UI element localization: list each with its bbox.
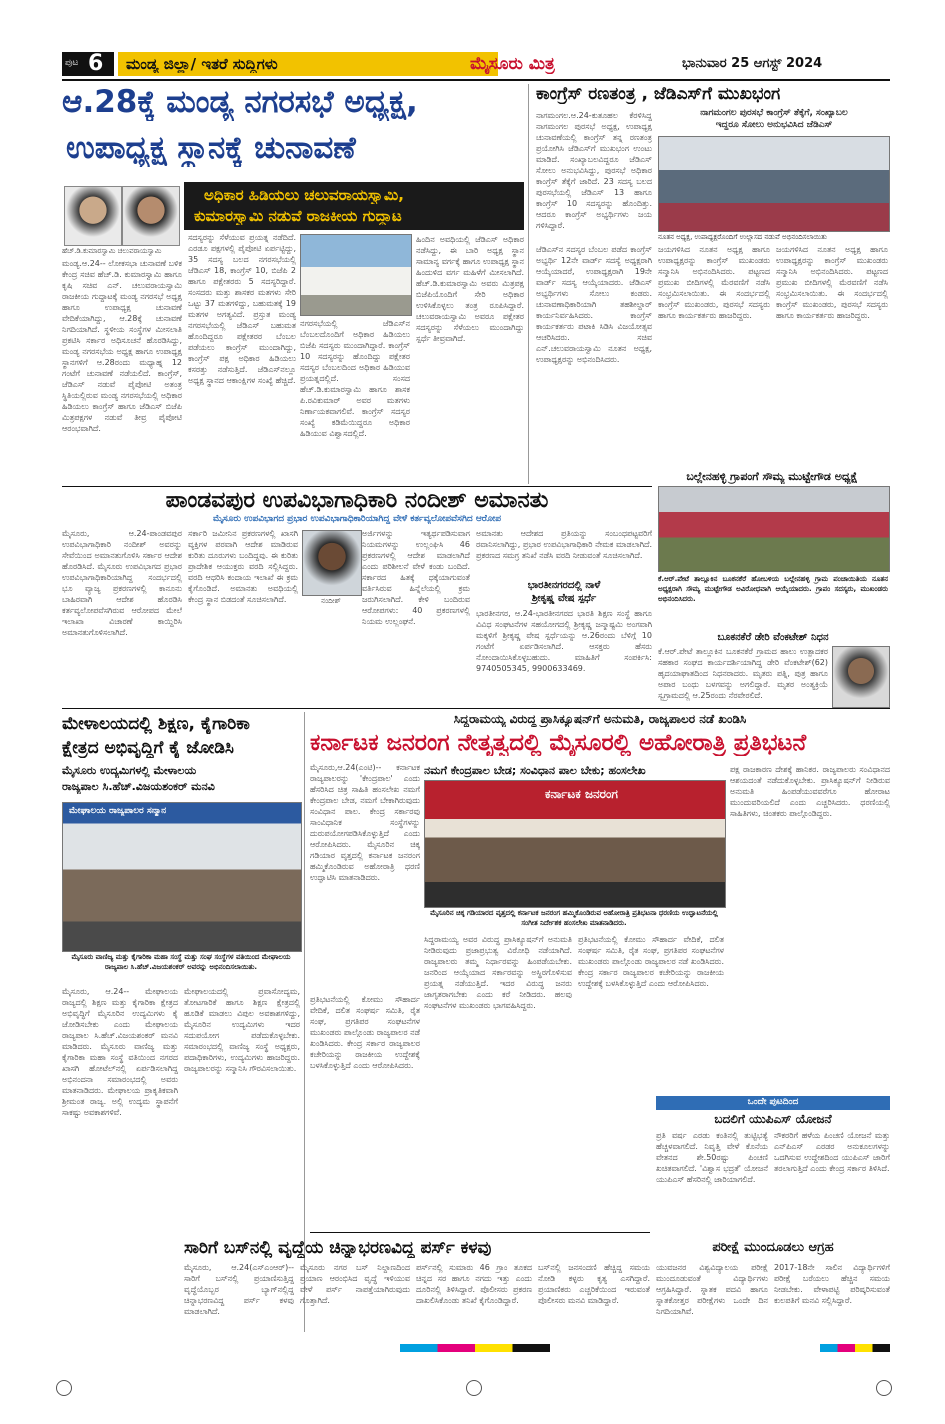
story2-caption: ನೂತನ ಅಧ್ಯಕ್ಷ, ಉಪಾಧ್ಯಕ್ಷರೊಂದಿಗೆ ಉಲ್ಲಾಸದ ನಡುವೆ ಅಭಿನಂದಿಸಲಾಯಿತು xyxy=(658,233,827,241)
story5-col4: ಅಮಾನತು ಆದೇಶದ ಪ್ರತಿಯನ್ನು ಸಂಬಂಧಪಟ್ಟವರಿಗೆ ರವಾನಿಸಲಾಗಿದ್ದು, ಪ್ರಭಾರ ಉಪವಿಭಾಗಾಧಿಕಾರಿ ನೇಮಕ ಮಾಡಲಾಗಿದೆ. ಪ್ರಕರಣದ ಸಮಗ್ರ ತನಿಖೆ ನಡೆಸಿ ವರದಿ ನೀಡುವಂತೆ ಸೂಚಿಸಲಾಗಿದೆ. xyxy=(476,529,652,560)
story2-headline: ಕಾಂಗ್ರೆಸ್ ರಣತಂತ್ರ , ಜೆಡಿಎಸ್‌ಗೆ ಮುಖಭಂಗ xyxy=(536,84,781,104)
story11-rule xyxy=(310,1232,650,1233)
page-word: ಪುಟ xyxy=(65,58,79,68)
page-date: ಭಾನುವಾರ 25 ಆಗಸ್ಟ್ 2024 xyxy=(682,56,823,71)
story2-photo xyxy=(658,136,890,232)
story3-caption: ಕೆ.ಆರ್.ಪೇಟೆ ತಾಲ್ಲೂಕಿನ ಬೂಕನಕೆರೆ ಹೋಬಳಿಯ ಬಲ್ಲೇನಹಳ್ಳಿ ಗ್ರಾಮ ಪಂಚಾಯಿತಿಯ ನೂತನ ಅಧ್ಯಕ್ಷರಾಗಿ ಸೌಮ್ಯ ಮುಟ್ಟೇಗೌಡ ಅವಿರೋಧವಾಗಿ ಆಯ್ಕೆಯಾದರು. ಗ್ರಾಪಂ ಸದಸ್ಯರು, ಮುಖಂಡರು ಅಭಿನಂದಿಸಿದರು. xyxy=(658,575,888,603)
story1-subhead-line2: ಕುಮಾರಸ್ವಾಮಿ ನಡುವೆ ರಾಜಕೀಯ ಗುದ್ದಾಟ xyxy=(194,207,402,225)
story7-col3: ಪ್ರತಿಭಟನೆಯಲ್ಲಿ ಕೋಮು ಸೌಹಾರ್ದ ವೇದಿಕೆ, ದಲಿತ ಸಂಘರ್ಷ ಸಮಿತಿ, ರೈತ ಸಂಘ, ಪ್ರಗತಿಪರ ಸಂಘಟನೆಗಳ ಮುಖಂಡರು ಪಾಲ್ಗೊಂಡು ರಾಜ್ಯಪಾಲರ ನಡೆ ಖಂಡಿಸಿದರು. ಕೇಂದ್ರ ಸರ್ಕಾರ ರಾಜ್ಯಪಾಲರ ಕಚೇರಿಯನ್ನು ರಾಜಕೀಯ ಉದ್ದೇಶಕ್ಕೆ ಬಳಸಿಕೊಳ್ಳುತ್ತಿದೆ ಎಂದು ಆರೋಪಿಸಿದರು. xyxy=(578,935,724,988)
story2-col3: ಜಯಗಳಿಸಿದ ನೂತನ ಅಧ್ಯಕ್ಷ ಹಾಗೂ ಉಪಾಧ್ಯಕ್ಷರನ್ನು ಕಾಂಗ್ರೆಸ್ ಮುಖಂಡರು ಸನ್ಮಾನಿಸಿ ಅಭಿನಂದಿಸಿದರು. ಪಟ್ಟಣದ ಪ್ರಮುಖ ಬೀದಿಗಳಲ್ಲಿ ಮೆರವಣಿಗೆ ನಡೆಸಿ ಸಂಭ್ರಮಿಸಲಾಯಿತು. ಈ ಸಂದರ್ಭದಲ್ಲಿ ಕಾಂಗ್ರೆಸ್ ಮುಖಂಡರು, ಪುರಸಭೆ ಸದಸ್ಯರು ಹಾಗೂ ಕಾರ್ಯಕರ್ತರು ಹಾಜರಿದ್ದರು. xyxy=(658,245,770,320)
story11-col2: ಮೈಸೂರು ನಗರ ಬಸ್ ನಿಲ್ದಾಣದಿಂದ ಪ್ರಯಾಣ ಆರಂಭಿಸಿದ ವೃದ್ಧೆ ಇಳಿಯುವ ವೇಳೆ ಪರ್ಸ್ ನಾಪತ್ತೆಯಾಗಿರುವುದು ಗೊತ್ತಾಗಿದೆ. xyxy=(300,1263,410,1305)
story9-kicker: ಒಂದೇ ಪುಟದಿಂದ xyxy=(747,1097,799,1107)
story4-headline: ಬೂಕನಕೆರೆ ಡೇರಿ ವೆಂಕಟೇಶ್ ನಿಧನ xyxy=(717,632,829,643)
story7-col1b: ಪ್ರತಿಭಟನೆಯಲ್ಲಿ ಕೋಮು ಸೌಹಾರ್ದ ವೇದಿಕೆ, ದಲಿತ ಸಂಘರ್ಷ ಸಮಿತಿ, ರೈತ ಸಂಘ, ಪ್ರಗತಿಪರ ಸಂಘಟನೆಗಳ ಮುಖಂಡರು ಪಾಲ್ಗೊಂಡು ರಾಜ್ಯಪಾಲರ ನಡೆ ಖಂಡಿಸಿದರು. ಕೇಂದ್ರ ಸರ್ಕಾರ ರಾಜ್ಯಪಾಲರ ಕಚೇರಿಯನ್ನು ರಾಜಕೀಯ ಉದ್ದೇಶಕ್ಕೆ ಬಳಸಿಕೊಳ್ಳುತ್ತಿದೆ ಎಂದು ಆರೋಪಿಸಿದರು. xyxy=(310,995,420,1070)
story6-text: ಭಾರತೀನಗರ, ಆ.24-ಭಾರತೀನಗರದ ಭಾರತಿ ಶಿಕ್ಷಣ ಸಂಸ್ಥೆ ಹಾಗೂ ವಿವಿಧ ಸಂಘಟನೆಗಳ ಸಹಯೋಗದಲ್ಲಿ ಶ್ರೀಕೃಷ್ಣ ಜನ್ಮಾಷ್ಟಮಿ ಅಂಗವಾಗಿ ಮಕ್ಕಳಿಗೆ ಶ್ರೀಕೃಷ್ಣ ವೇಷ ಸ್ಪರ್ಧೆಯನ್ನು ಆ.26ರಂದು ಬೆಳಿಗ್ಗೆ 10 ಗಂಟೆಗೆ ಏರ್ಪಡಿಸಲಾಗಿದೆ. ಆಸಕ್ತರು ಹೆಸರು ನೋಂದಾಯಿಸಿಕೊಳ್ಳಬಹುದು. ಮಾಹಿತಿಗೆ ಸಂಪರ್ಕಿಸಿ: 9740505345, 9900633469. xyxy=(476,609,652,673)
story1-col4: ಹಿಂದಿನ ಅವಧಿಯಲ್ಲಿ ಜೆಡಿಎಸ್ ಅಧಿಕಾರ ನಡೆಸಿದ್ದು, ಈ ಬಾರಿ ಅಧ್ಯಕ್ಷ ಸ್ಥಾನ ಸಾಮಾನ್ಯ ವರ್ಗಕ್ಕೆ ಹಾಗೂ ಉಪಾಧ್ಯಕ್ಷ ಸ್ಥಾನ ಹಿಂದುಳಿದ ವರ್ಗ ಮಹಿಳೆಗೆ ಮೀಸಲಾಗಿದೆ. ಹೆಚ್.ಡಿ.ಕುಮಾರಸ್ವಾಮಿ ಅವರು ಮಿತ್ರಪಕ್ಷ ಬಿಜೆಪಿಯೊಂದಿಗೆ ಸೇರಿ ಅಧಿಕಾರ ಉಳಿಸಿಕೊಳ್ಳಲು ತಂತ್ರ ರೂಪಿಸಿದ್ದಾರೆ. ಚಲುವರಾಯಸ್ವಾಮಿ ಅವರೂ ಪಕ್ಷೇತರ ಸದಸ್ಯರನ್ನು ಸೆಳೆಯಲು ಮುಂದಾಗಿದ್ದು ಸ್ಪರ್ಧೆ ತೀವ್ರವಾಗಿದೆ. xyxy=(416,235,524,343)
story8-caption: ಮೈಸೂರು ವಾಣಿಜ್ಯ ಮತ್ತು ಕೈಗಾರಿಕಾ ಮಹಾ ಸಂಸ್ಥೆ ಮತ್ತು ಸಂಘ ಸಂಸ್ಥೆಗಳ ವತಿಯಿಂದ ಮೇಘಾಲಯ ರಾಜ್ಯಪಾಲ ಸಿ.ಹೆಚ್.ವಿಜಯಶಂಕರ್ ಅವರನ್ನು ಅಭಿನಂದಿಸಲಾಯಿತು. xyxy=(71,953,291,971)
story2-col1: ನಾಗಮಂಗಲ.ಆ.24-ಕುತೂಹಲ ಕೆರಳಿಸಿದ್ದ ನಾಗಮಂಗಲ ಪುರಸಭೆ ಅಧ್ಯಕ್ಷ, ಉಪಾಧ್ಯಕ್ಷ ಚುನಾವಣೆಯಲ್ಲಿ ಕಾಂಗ್ರೆಸ್ ತನ್ನ ರಣತಂತ್ರ ಪ್ರಯೋಗಿಸಿ ಜೆಡಿಎಸ್‌ಗೆ ಮುಖಭಂಗ ಉಂಟು ಮಾಡಿದೆ. ಸಂಖ್ಯಾಬಲವಿದ್ದರೂ ಜೆಡಿಎಸ್ ಸೋಲು ಅನುಭವಿಸಿದ್ದು, ಪುರಸಭೆ ಅಧಿಕಾರ ಕಾಂಗ್ರೆಸ್ ತೆಕ್ಕೆಗೆ ಜಾರಿದೆ. 23 ಸದಸ್ಯ ಬಲದ ಪುರಸಭೆಯಲ್ಲಿ ಜೆಡಿಎಸ್ 13 ಹಾಗೂ ಕಾಂಗ್ರೆಸ್ 10 ಸದಸ್ಯರನ್ನು ಹೊಂದಿತ್ತು. ಆದರೂ ಕಾಂಗ್ರೆಸ್ ಅಭ್ಯರ್ಥಿಗಳು ಜಯ ಗಳಿಸಿದ್ದಾರೆ. xyxy=(536,111,652,230)
story8-photo xyxy=(62,802,302,952)
story3-photo xyxy=(658,486,890,572)
story2-col4: ಜಯಗಳಿಸಿದ ನೂತನ ಅಧ್ಯಕ್ಷ ಹಾಗೂ ಉಪಾಧ್ಯಕ್ಷರನ್ನು ಕಾಂಗ್ರೆಸ್ ಮುಖಂಡರು ಸನ್ಮಾನಿಸಿ ಅಭಿನಂದಿಸಿದರು. ಪಟ್ಟಣದ ಪ್ರಮುಖ ಬೀದಿಗಳಲ್ಲಿ ಮೆರವಣಿಗೆ ನಡೆಸಿ ಸಂಭ್ರಮಿಸಲಾಯಿತು. ಈ ಸಂದರ್ಭದಲ್ಲಿ ಕಾಂಗ್ರೆಸ್ ಮುಖಂಡರು, ಪುರಸಭೆ ಸದಸ್ಯರು ಹಾಗೂ ಕಾರ್ಯಕರ್ತರು ಹಾಜರಿದ್ದರು. xyxy=(776,245,888,320)
story6-headline2: ಶ್ರೀಕೃಷ್ಣ ವೇಷ ಸ್ಪರ್ಧೆ xyxy=(531,593,597,604)
story11-headline: ಸಾರಿಗೆ ಬಸ್‌ನಲ್ಲಿ ವೃದ್ಧೆಯ ಚಿನ್ನಾಭರಣವಿದ್ದ ಪರ್ಸ್ ಕಳವು xyxy=(184,1238,492,1258)
colour-bar xyxy=(400,1344,550,1352)
story10-col2: 2017-18ನೇ ಸಾಲಿನ ವಿದ್ಯಾರ್ಥಿಗಳಿಗೆ ಪರೀಕ್ಷೆ ಬರೆಯಲು ಹೆಚ್ಚಿನ ಸಮಯ ನೀಡಬೇಕು. ವೇಳಾಪಟ್ಟಿ ಪರಿಷ್ಕರಿಸುವಂತೆ ಕುಲಪತಿಗೆ ಮನವಿ ಸಲ್ಲಿಸಿದ್ದಾರೆ. xyxy=(774,1263,890,1305)
registration-mark-icon xyxy=(466,1380,482,1396)
story7-col2: ಸಿದ್ದರಾಮಯ್ಯ ಅವರ ವಿರುದ್ಧ ಪ್ರಾಸಿಕ್ಯೂಷನ್‌ಗೆ ಅನುಮತಿ ನೀಡಿರುವುದು ಪ್ರಜಾಪ್ರಭುತ್ವ ವಿರೋಧಿ ನಡೆಯಾಗಿದೆ. ರಾಜ್ಯಪಾಲರು ತಮ್ಮ ನಿರ್ಧಾರವನ್ನು ಹಿಂಪಡೆಯಬೇಕು. ಜನರಿಂದ ಆಯ್ಕೆಯಾದ ಸರ್ಕಾರವನ್ನು ಅಸ್ಥಿರಗೊಳಿಸುವ ಪ್ರಯತ್ನ ನಡೆಯುತ್ತಿದೆ. ಇದರ ವಿರುದ್ಧ ಜನರು ಜಾಗೃತರಾಗಬೇಕು ಎಂದು ಕರೆ ನೀಡಿದರು. ಹಲವು ಸಂಘಟನೆಗಳ ಮುಖಂಡರು ಭಾಗವಹಿಸಿದ್ದರು. xyxy=(424,935,572,1010)
story1-photo-hdk xyxy=(64,186,122,246)
story10-col1: ಯುವಜನರ ವಿಶ್ವವಿದ್ಯಾಲಯ ಪರೀಕ್ಷೆ ಮುಂದೂಡುವಂತೆ ವಿದ್ಯಾರ್ಥಿಗಳು ಆಗ್ರಹಿಸಿದ್ದಾರೆ. ಸ್ನಾತಕ ಪದವಿ ಹಾಗೂ ಸ್ನಾತಕೋತ್ತರ ಪರೀಕ್ಷೆಗಳು ಒಂದೇ ದಿನ ನಿಗದಿಯಾಗಿವೆ. xyxy=(656,1263,768,1316)
mid-rule xyxy=(62,708,890,709)
story11-col1: ಮೈಸೂರು, ಆ.24(ಎಸ್‌ಎಂಆರ್)-- ಸಾರಿಗೆ ಬಸ್‌ನಲ್ಲಿ ಪ್ರಯಾಣಿಸುತ್ತಿದ್ದ ವೃದ್ಧೆಯೊಬ್ಬರ ಬ್ಯಾಗ್‌ನಲ್ಲಿದ್ದ ಚಿನ್ನಾಭರಣವಿದ್ದ ಪರ್ಸ್ ಕಳವು ಮಾಡಲಾಗಿದೆ. xyxy=(184,1263,294,1316)
masthead xyxy=(62,52,890,78)
registration-mark-icon xyxy=(876,1380,892,1396)
story3-headline: ಬಲ್ಲೇನಹಳ್ಳಿ ಗ್ರಾಪಂಗೆ ಸೌಮ್ಯ ಮುಟ್ಟೇಗೌಡ ಅಧ್ಯಕ್ಷೆ xyxy=(686,470,858,483)
story8-photo-banner: ಮೇಘಾಲಯ ರಾಜ್ಯಪಾಲರ ಸನ್ಮಾನ xyxy=(69,806,167,816)
story4-text: ಕೆ.ಆರ್.ಪೇಟೆ ತಾಲ್ಲೂಕಿನ ಬೂಕನಕೆರೆ ಗ್ರಾಮದ ಹಾಲು ಉತ್ಪಾದಕರ ಸಹಕಾರ ಸಂಘದ ಕಾರ್ಯದರ್ಶಿಯಾಗಿದ್ದ ಡೇರಿ ವೆಂಕಟೇಶ್(62) ಹೃದಯಾಘಾತದಿಂದ ನಿಧನರಾದರು. ಮೃತರು ಪತ್ನಿ, ಪುತ್ರ ಹಾಗೂ ಅಪಾರ ಬಂಧು ಬಳಗವನ್ನು ಅಗಲಿದ್ದಾರೆ. ಮೃತರ ಅಂತ್ಯಕ್ರಿಯೆ ಸ್ವಗ್ರಾಮದಲ್ಲಿ ಆ.25ರಂದು ನೆರವೇರಲಿದೆ. xyxy=(658,647,828,700)
story9-col1: ಪ್ರತಿ ವರ್ಷ ಎರಡು ಕಂತಿನಲ್ಲಿ ತುಟ್ಟಿಭತ್ಯೆ ಹೆಚ್ಚಳವಾಗಲಿದೆ. ನಿವೃತ್ತಿ ವೇಳೆ ಕೊನೆಯ ವೇತನದ ಶೇ.50ರಷ್ಟು ಪಿಂಚಣಿ ಖಚಿತವಾಗಲಿದೆ. 'ವಿಶ್ವಾಸ ಭದ್ರತೆ' ಯೋಜನೆ ಯುಪಿಎಸ್ ಹೆಸರಿನಲ್ಲಿ ಜಾರಿಯಾಗಲಿದೆ. xyxy=(656,1131,768,1184)
story8-col1: ಮೈಸೂರು, ಆ.24-- ಮೇಘಾಲಯ ರಾಜ್ಯದಲ್ಲಿ ಶಿಕ್ಷಣ ಮತ್ತು ಕೈಗಾರಿಕಾ ಕ್ಷೇತ್ರದ ಅಭಿವೃದ್ಧಿಗೆ ಮೈಸೂರಿನ ಉದ್ಯಮಿಗಳು ಕೈ ಜೋಡಿಸಬೇಕು ಎಂದು ಮೇಘಾಲಯ ರಾಜ್ಯಪಾಲ ಸಿ.ಹೆಚ್.ವಿಜಯಶಂಕರ್ ಮನವಿ ಮಾಡಿದರು. ಮೈಸೂರು ವಾಣಿಜ್ಯ ಮತ್ತು ಕೈಗಾರಿಕಾ ಮಹಾ ಸಂಸ್ಥೆ ವತಿಯಿಂದ ನಗರದ ಖಾಸಗಿ ಹೋಟೆಲ್‌ನಲ್ಲಿ ಏರ್ಪಡಿಸಲಾಗಿದ್ದ ಅಭಿನಂದನಾ ಸಮಾರಂಭದಲ್ಲಿ ಅವರು ಮಾತನಾಡಿದರು. ಮೇಘಾಲಯ ಪ್ರಾಕೃತಿಕವಾಗಿ ಶ್ರೀಮಂತ ರಾಜ್ಯ. ಅಲ್ಲಿ ಉದ್ಯಮ ಸ್ಥಾಪನೆಗೆ ಸಾಕಷ್ಟು ಅವಕಾಶಗಳಿವೆ. xyxy=(62,987,178,1117)
story1-building-photo xyxy=(300,234,412,316)
story5-col2: ಸರ್ಕಾರಿ ಜಮೀನಿನ ಪ್ರಕರಣಗಳಲ್ಲಿ ಖಾಸಗಿ ವ್ಯಕ್ತಿಗಳ ಪರವಾಗಿ ಆದೇಶ ಮಾಡಿರುವ ಕುರಿತು ದೂರುಗಳು ಬಂದಿದ್ದವು. ಈ ಕುರಿತು ಪ್ರಾದೇಶಿಕ ಆಯುಕ್ತರು ವರದಿ ಸಲ್ಲಿಸಿದ್ದರು. ವರದಿ ಆಧರಿಸಿ ಕಂದಾಯ ಇಲಾಖೆ ಈ ಕ್ರಮ ಕೈಗೊಂಡಿದೆ. ಅಮಾನತು ಅವಧಿಯಲ್ಲಿ ಕೇಂದ್ರ ಸ್ಥಾನ ಬಿಡದಂತೆ ಸೂಚಿಸಲಾಗಿದೆ. xyxy=(188,529,298,604)
section-label xyxy=(118,52,498,76)
story7-caption: ಮೈಸೂರಿನ ಚಿಕ್ಕ ಗಡಿಯಾರದ ವೃತ್ತದಲ್ಲಿ ಕರ್ನಾಟಕ ಜನರಂಗ ಹಮ್ಮಿಕೊಂಡಿರುವ ಅಹೋರಾತ್ರಿ ಪ್ರತಿಭಟನಾ ಧರಣಿಯ ಉದ್ಘಾಟನೆಯಲ್ಲಿ ಸಂಗೀತ ನಿರ್ದೇಶಕ ಹಂಸಲೇಖ ಮಾತನಾಡಿದರು. xyxy=(430,909,718,927)
story2-subhead-line2: ಇದ್ದರೂ ಸೋಲು ಅನುಭವಿಸಿದ ಜೆಡಿಎಸ್ xyxy=(715,120,833,130)
divider-top-center xyxy=(528,84,529,484)
story5-col3: ಅರ್ಜಿಗಳನ್ನು ಇತ್ಯರ್ಥಪಡಿಸುವಾಗ ನಿಯಮಗಳನ್ನು ಉಲ್ಲಂಘಿಸಿ 46 ಪ್ರಕರಣಗಳಲ್ಲಿ ಆದೇಶ ಮಾಡಲಾಗಿದೆ ಎಂದು ಪರಿಶೀಲನೆ ವೇಳೆ ಕಂಡು ಬಂದಿದೆ. ಸರ್ಕಾರದ ಹಿತಕ್ಕೆ ಧಕ್ಕೆಯಾಗುವಂತೆ ವರ್ತಿಸಿರುವ ಹಿನ್ನೆಲೆಯಲ್ಲಿ ಕ್ರಮ ಜರುಗಿಸಲಾಗಿದೆ. ಕೇಳಿ ಬಂದಿರುವ ಆರೋಪಗಳು: 40 ಪ್ರಕರಣಗಳಲ್ಲಿ ನಿಯಮ ಉಲ್ಲಂಘನೆ. xyxy=(362,529,470,626)
story1-photo-caption: ಹೆಚ್.ಡಿ.ಕುಮಾರಸ್ವಾಮಿ ಚಲುವರಾಯಸ್ವಾಮಿ xyxy=(62,247,162,255)
story2-col2: ಜೆಡಿಎಸ್‌ನ ಸದಸ್ಯರ ಬೆಂಬಲ ಪಡೆದ ಕಾಂಗ್ರೆಸ್ ಅಭ್ಯರ್ಥಿ 12ನೇ ವಾರ್ಡ್ ಸದಸ್ಯೆ ಅಧ್ಯಕ್ಷರಾಗಿ ಆಯ್ಕೆಯಾದರೆ, ಉಪಾಧ್ಯಕ್ಷರಾಗಿ 19ನೇ ವಾರ್ಡ್ ಸದಸ್ಯ ಆಯ್ಕೆಯಾದರು. ಜೆಡಿಎಸ್ ಅಭ್ಯರ್ಥಿಗಳು ಸೋಲು ಕಂಡರು. ಚುನಾವಣಾಧಿಕಾರಿಯಾಗಿ ತಹಶೀಲ್ದಾರ್ ಕಾರ್ಯನಿರ್ವಹಿಸಿದರು. ಕಾಂಗ್ರೆಸ್ ಕಾರ್ಯಕರ್ತರು ಪಟಾಕಿ ಸಿಡಿಸಿ ವಿಜಯೋತ್ಸವ ಆಚರಿಸಿದರು. ಸಚಿವ ಎನ್.ಚಲುವರಾಯಸ್ವಾಮಿ ನೂತನ ಅಧ್ಯಕ್ಷ, ಉಪಾಧ್ಯಕ್ಷರನ್ನು ಅಭಿನಂದಿಸಿದರು. xyxy=(536,245,652,364)
story1-subhead-line1: ಅಧಿಕಾರ ಹಿಡಿಯಲು ಚಲುವರಾಯಸ್ವಾಮಿ, xyxy=(204,186,404,204)
story5-top-rule xyxy=(62,486,652,487)
story5-col1: ಮೈಸೂರು, ಆ.24-ಪಾಂಡವಪುರ ಉಪವಿಭಾಗಾಧಿಕಾರಿ ನಂದೀಶ್ ಅವರನ್ನು ಸೇವೆಯಿಂದ ಅಮಾನತುಗೊಳಿಸಿ ಸರ್ಕಾರ ಆದೇಶ ಹೊರಡಿಸಿದೆ. ಮೈಸೂರು ಉಪವಿಭಾಗದ ಪ್ರಭಾರ ಉಪವಿಭಾಗಾಧಿಕಾರಿಯಾಗಿದ್ದ ಸಂದರ್ಭದಲ್ಲಿ ಭೂ ವ್ಯಾಜ್ಯ ಪ್ರಕರಣಗಳಲ್ಲಿ ಕಾನೂನು ಬಾಹಿರವಾಗಿ ಆದೇಶ ಹೊರಡಿಸಿ ಕರ್ತವ್ಯಲೋಪವೆಸಗಿರುವ ಆರೋಪದ ಮೇಲೆ ಇಲಾಖಾ ವಿಚಾರಣೆ ಕಾಯ್ದಿರಿಸಿ ಅಮಾನತುಗೊಳಿಸಲಾಗಿದೆ. xyxy=(62,529,182,637)
story1-col3: ನಗರಸಭೆಯಲ್ಲಿ ಜೆಡಿಎಸ್‌ನ ಬೆಂಬಲದೊಂದಿಗೆ ಅಧಿಕಾರ ಹಿಡಿಯಲು ಬಿಜೆಪಿ ಸದಸ್ಯರು ಮುಂದಾಗಿದ್ದಾರೆ. ಕಾಂಗ್ರೆಸ್ 10 ಸದಸ್ಯರನ್ನು ಹೊಂದಿದ್ದು ಪಕ್ಷೇತರ ಸದಸ್ಯರ ಬೆಂಬಲದಿಂದ ಅಧಿಕಾರ ಹಿಡಿಯುವ ಪ್ರಯತ್ನದಲ್ಲಿದೆ. ಸಂಸದ ಹೆಚ್.ಡಿ.ಕುಮಾರಸ್ವಾಮಿ ಹಾಗೂ ಶಾಸಕ ಪಿ.ರವಿಕುಮಾರ್ ಅವರ ಮತಗಳು ನಿರ್ಣಾಯಕವಾಗಲಿವೆ. ಕಾಂಗ್ರೆಸ್ ಸದಸ್ಯರ ಸಂಖ್ಯೆ ಕಡಿಮೆಯಿದ್ದರೂ ಅಧಿಕಾರ ಹಿಡಿಯುವ ವಿಶ್ವಾಸದಲ್ಲಿದೆ. xyxy=(300,319,410,438)
story9-col2: ನೌಕರರಿಗೆ ಹಳೆಯ ಪಿಂಚಣಿ ಯೋಜನೆ ಮತ್ತು ಎನ್‌ಪಿಎಸ್ ಎರಡರ ಅನುಕೂಲಗಳನ್ನು ಒದಗಿಸುವ ಉದ್ದೇಶದಿಂದ ಯುಪಿಎಸ್ ಜಾರಿಗೆ ತರಲಾಗುತ್ತಿದೆ ಎಂದು ಕೇಂದ್ರ ಸರ್ಕಾರ ತಿಳಿಸಿದೆ. xyxy=(774,1131,890,1173)
story6-headline: ಭಾರತೀನಗರದಲ್ಲಿ ನಾಳೆ xyxy=(527,580,601,591)
story11-col3: ಪರ್ಸ್‌ನಲ್ಲಿ ಸುಮಾರು 46 ಗ್ರಾಂ ತೂಕದ ಚಿನ್ನದ ಸರ ಹಾಗೂ ನಗದು ಇತ್ತು ಎಂದು ದೂರಿನಲ್ಲಿ ತಿಳಿಸಿದ್ದಾರೆ. ಪೊಲೀಸರು ಪ್ರಕರಣ ದಾಖಲಿಸಿಕೊಂಡು ತನಿಖೆ ಕೈಗೊಂಡಿದ್ದಾರೆ. xyxy=(416,1263,532,1305)
story1-subhead-box xyxy=(184,182,524,230)
story7-photo xyxy=(424,780,726,908)
story10-headline: ಪರೀಕ್ಷೆ ಮುಂದೂಡಲು ಆಗ್ರಹ xyxy=(712,1240,834,1255)
story7-col1: ಮೈಸೂರು,ಆ.24(ಎಂಟಿ)-- ಕರ್ನಾಟಕ ರಾಜ್ಯಪಾಲರನ್ನು 'ಕೇಂದ್ರಪಾಲ' ಎಂದು ಹೆಸರಿಸಿದ ಚಿತ್ರ ಸಾಹಿತಿ ಹಂಸಲೇಖ ನಮಗೆ ಕೇಂದ್ರಪಾಲ ಬೇಡ, ನಮಗೆ ಬೇಕಾಗಿರುವುದು ಸಂವಿಧಾನ ಪಾಲ. ಕೇಂದ್ರ ಸರ್ಕಾರವು ಸಾಂವಿಧಾನಿಕ ಸಂಸ್ಥೆಗಳನ್ನು ದುರುಪಯೋಗಪಡಿಸಿಕೊಳ್ಳುತ್ತಿದೆ ಎಂದು ಆರೋಪಿಸಿದರು. ಮೈಸೂರಿನ ಚಿಕ್ಕ ಗಡಿಯಾರ ವೃತ್ತದಲ್ಲಿ ಕರ್ನಾಟಕ ಜನರಂಗ ಹಮ್ಮಿಕೊಂಡಿರುವ ಅಹೋರಾತ್ರಿ ಧರಣಿ ಉದ್ಘಾಟಿಸಿ ಮಾತನಾಡಿದರು. xyxy=(310,763,420,882)
section-title: ಮಂಡ್ಯ ಜಿಲ್ಲಾ/ ಇತರೆ ಸುದ್ದಿಗಳು xyxy=(126,55,278,73)
story8-headline-line2: ಕ್ಷೇತ್ರದ ಅಭಿವೃದ್ಧಿಗೆ ಕೈ ಜೋಡಿಸಿ xyxy=(62,738,234,758)
story8-headline-line1: ಮೇಳಾಲಯದಲ್ಲಿ ಶಿಕ್ಷಣ, ಕೈಗಾರಿಕಾ xyxy=(62,714,250,734)
story8-col2: ಮೇಘಾಲಯದಲ್ಲಿ ಪ್ರವಾಸೋದ್ಯಮ, ತೋಟಗಾರಿಕೆ ಹಾಗೂ ಶಿಕ್ಷಣ ಕ್ಷೇತ್ರದಲ್ಲಿ ಹೂಡಿಕೆ ಮಾಡಲು ವಿಪುಲ ಅವಕಾಶಗಳಿದ್ದು, ಮೈಸೂರಿನ ಉದ್ಯಮಿಗಳು ಇದರ ಸದುಪಯೋಗ ಪಡೆದುಕೊಳ್ಳಬೇಕು. ಸಮಾರಂಭದಲ್ಲಿ ವಾಣಿಜ್ಯ ಸಂಸ್ಥೆ ಅಧ್ಯಕ್ಷರು, ಪದಾಧಿಕಾರಿಗಳು, ಉದ್ಯಮಿಗಳು ಹಾಜರಿದ್ದರು. ರಾಜ್ಯಪಾಲರನ್ನು ಸನ್ಮಾನಿಸಿ ಗೌರವಿಸಲಾಯಿತು. xyxy=(184,987,300,1073)
colour-bar xyxy=(820,1344,890,1352)
story9-headline: ಬದಲಿಗೆ ಯುಪಿಎಸ್ ಯೋಜನೆ xyxy=(714,1112,832,1126)
story8-subhead-line2: ರಾಜ್ಯಪಾಲ ಸಿ.ಹೆಚ್.ವಿಜಯಶಂಕರ್ ಮನವಿ xyxy=(62,780,215,793)
story1-col1: ಮಂಡ್ಯ.ಆ.24-- ಲೋಕಸಭಾ ಚುನಾವಣೆ ಬಳಿಕ ಕೇಂದ್ರ ಸಚಿವ ಹೆಚ್.ಡಿ. ಕುಮಾರಸ್ವಾಮಿ ಹಾಗೂ ಕೃಷಿ ಸಚಿವ ಎನ್. ಚಲುವರಾಯಸ್ವಾಮಿ ರಾಜಕೀಯ ಗುದ್ದಾಟಕ್ಕೆ ಮಂಡ್ಯ ನಗರಸಭೆ ಅಧ್ಯಕ್ಷ ಹಾಗೂ ಉಪಾಧ್ಯಕ್ಷ ಚುನಾವಣೆ ವೇದಿಕೆಯಾಗಿದ್ದು, ಆ.28ಕ್ಕೆ ಚುನಾವಣೆ ನಿಗದಿಯಾಗಿದೆ. ಸ್ಥಳೀಯ ಸಂಸ್ಥೆಗಳ ಮೀಸಲಾತಿ ಪ್ರಕಟಿಸಿ ಸರ್ಕಾರ ಅಧಿಸೂಚನೆ ಹೊರಡಿಸಿದ್ದು, ಮಂಡ್ಯ ನಗರಸಭೆಯ ಅಧ್ಯಕ್ಷ ಹಾಗೂ ಉಪಾಧ್ಯಕ್ಷ ಸ್ಥಾನಗಳಿಗೆ ಆ.28ರಂದು ಮಧ್ಯಾಹ್ನ 12 ಗಂಟೆಗೆ ಚುನಾವಣೆ ನಡೆಯಲಿದೆ. ಕಾಂಗ್ರೆಸ್, ಜೆಡಿಎಸ್ ನಡುವೆ ಪೈಪೋಟಿ ಅತಂತ್ರ ಸ್ಥಿತಿಯಲ್ಲಿರುವ ಮಂಡ್ಯ ನಗರಸಭೆಯಲ್ಲಿ ಅಧಿಕಾರ ಹಿಡಿಯಲು ಕಾಂಗ್ರೆಸ್ ಹಾಗೂ ಜೆಡಿಎಸ್ ಬಿಜೆಪಿ ಮಿತ್ರಪಕ್ಷಗಳ ನಡುವೆ ತೀವ್ರ ಪೈಪೋಟಿ ಆರಂಭವಾಗಿದೆ. xyxy=(62,259,182,433)
registration-mark-icon xyxy=(56,1380,72,1396)
story7-banner-text: ಕರ್ನಾಟಕ ಜನರಂಗ xyxy=(545,787,618,801)
story8-subhead-line1: ಮೈಸೂರು ಉದ್ಯಮಿಗಳಲ್ಲಿ ಮೇಳಾಲಯ xyxy=(62,764,197,777)
story1-headline-line1: ಆ.28ಕ್ಕೆ ಮಂಡ್ಯ ನಗರಸಭೆ ಅಧ್ಯಕ್ಷ, xyxy=(62,84,418,120)
story5-photo-caption: ನಂದೀಶ್ xyxy=(321,597,341,605)
story1-col2: ಸದಸ್ಯರನ್ನು ಸೆಳೆಯುವ ಪ್ರಯತ್ನ ನಡೆದಿದೆ. ಎರಡೂ ಪಕ್ಷಗಳಲ್ಲಿ ಪೈಪೋಟಿ ಏರ್ಪಟ್ಟಿದ್ದು, 35 ಸದಸ್ಯ ಬಲದ ನಗರಸಭೆಯಲ್ಲಿ ಜೆಡಿಎಸ್ 18, ಕಾಂಗ್ರೆಸ್ 10, ಬಿಜೆಪಿ 2 ಹಾಗೂ ಪಕ್ಷೇತರರು 5 ಸದಸ್ಯರಿದ್ದಾರೆ. ಸಂಸದರು ಮತ್ತು ಶಾಸಕರ ಮತಗಳು ಸೇರಿ ಒಟ್ಟು 37 ಮತಗಳಿದ್ದು, ಬಹುಮತಕ್ಕೆ 19 ಮತಗಳ ಅಗತ್ಯವಿದೆ. ಪ್ರಸ್ತುತ ಮಂಡ್ಯ ನಗರಸಭೆಯಲ್ಲಿ ಜೆಡಿಎಸ್ ಬಹುಮತ ಹೊಂದಿದ್ದರೂ ಪಕ್ಷೇತರರ ಬೆಂಬಲ ಪಡೆಯಲು ಕಾಂಗ್ರೆಸ್ ಮುಂದಾಗಿದ್ದು, ಕಾಂಗ್ರೆಸ್ ಪಕ್ಷ ಅಧಿಕಾರ ಹಿಡಿಯಲು ಕಸರತ್ತು ನಡೆಸುತ್ತಿದೆ. ಜೆಡಿಎಸ್‌ನಲ್ಲೂ ಅಧ್ಯಕ್ಷ ಸ್ಥಾನದ ಆಕಾಂಕ್ಷಿಗಳ ಸಂಖ್ಯೆ ಹೆಚ್ಚಿದೆ. xyxy=(188,233,296,385)
story1-headline-line2: ಉಪಾಧ್ಯಕ್ಷ ಸ್ಥಾನಕ್ಕೆ ಚುನಾವಣೆ xyxy=(66,130,356,166)
story7-col4: ಪಕ್ಷ ರಾಜಕಾರಣ ದೇಶಕ್ಕೆ ಹಾನಿಕರ. ರಾಜ್ಯಪಾಲರು ಸಂವಿಧಾನದ ಆಶಯದಂತೆ ನಡೆದುಕೊಳ್ಳಬೇಕು. ಪ್ರಾಸಿಕ್ಯೂಷನ್‌ಗೆ ನೀಡಿರುವ ಅನುಮತಿ ಹಿಂಪಡೆಯುವವರೆಗೂ ಹೋರಾಟ ಮುಂದುವರಿಯಲಿದೆ ಎಂದು ಎಚ್ಚರಿಸಿದರು. ಧರಣಿಯಲ್ಲಿ ಸಾಹಿತಿಗಳು, ಚಿಂತಕರು ಪಾಲ್ಗೊಂಡಿದ್ದರು. xyxy=(730,765,890,818)
paper-name: ಮೈಸೂರು ಮಿತ್ರ xyxy=(470,54,555,74)
strap-line: ಸಿದ್ದರಾಮಯ್ಯ ವಿರುದ್ಧ ಪ್ರಾಸಿಕ್ಯೂಷನ್‌ಗೆ ಅನುಮತಿ, ರಾಜ್ಯಪಾಲರ ನಡೆ ಖಂಡಿಸಿ xyxy=(453,712,747,726)
story7-headline: ಕರ್ನಾಟಕ ಜನರಂಗ ನೇತೃತ್ವದಲ್ಲಿ ಮೈಸೂರಲ್ಲಿ ಅಹೋರಾತ್ರಿ ಪ್ರತಿಭಟನೆ xyxy=(310,730,807,756)
page-number-box xyxy=(62,52,114,76)
story9-kicker-box xyxy=(656,1096,890,1110)
story2-subhead-line1: ನಾಗಮಂಗಲ ಪುರಸಭೆ ಕಾಂಗ್ರೆಸ್ ತೆಕ್ಕೆಗೆ, ಸಂಖ್ಯಾಬಲ xyxy=(700,108,848,118)
page-number: 6 xyxy=(88,51,104,76)
story7-subhead: ನಮಗೆ ಕೇಂದ್ರಪಾಲ ಬೇಡ; ಸಂವಿಧಾನ ಪಾಲ ಬೇಕು; ಹಂಸಲೇಖ xyxy=(424,764,646,777)
story5-photo xyxy=(302,530,362,596)
story11-col4: ಬಸ್‌ನಲ್ಲಿ ಜನಸಂದಣಿ ಹೆಚ್ಚಿದ್ದ ಸಮಯ ನೋಡಿ ಕಳ್ಳರು ಕೃತ್ಯ ಎಸಗಿದ್ದಾರೆ. ಪ್ರಯಾಣಿಕರು ಎಚ್ಚರಿಕೆಯಿಂದ ಇರುವಂತೆ ಪೊಲೀಸರು ಮನವಿ ಮಾಡಿದ್ದಾರೆ. xyxy=(538,1263,650,1305)
story4-photo xyxy=(832,646,890,708)
story5-subhead: ಮೈಸೂರು ಉಪವಿಭಾಗದ ಪ್ರಭಾರ ಉಪವಿಭಾಗಾಧಿಕಾರಿಯಾಗಿದ್ದ ವೇಳೆ ಕರ್ತವ್ಯಲೋಪವೆಸಗಿದ ಆರೋಪ xyxy=(212,514,501,524)
masthead-rule xyxy=(62,79,890,81)
story1-photo-chaluvaraya xyxy=(122,186,180,246)
story5-headline: ಪಾಂಡವಪುರ ಉಪವಿಭಾಗಾಧಿಕಾರಿ ನಂದೀಶ್ ಅಮಾನತು xyxy=(165,488,549,513)
